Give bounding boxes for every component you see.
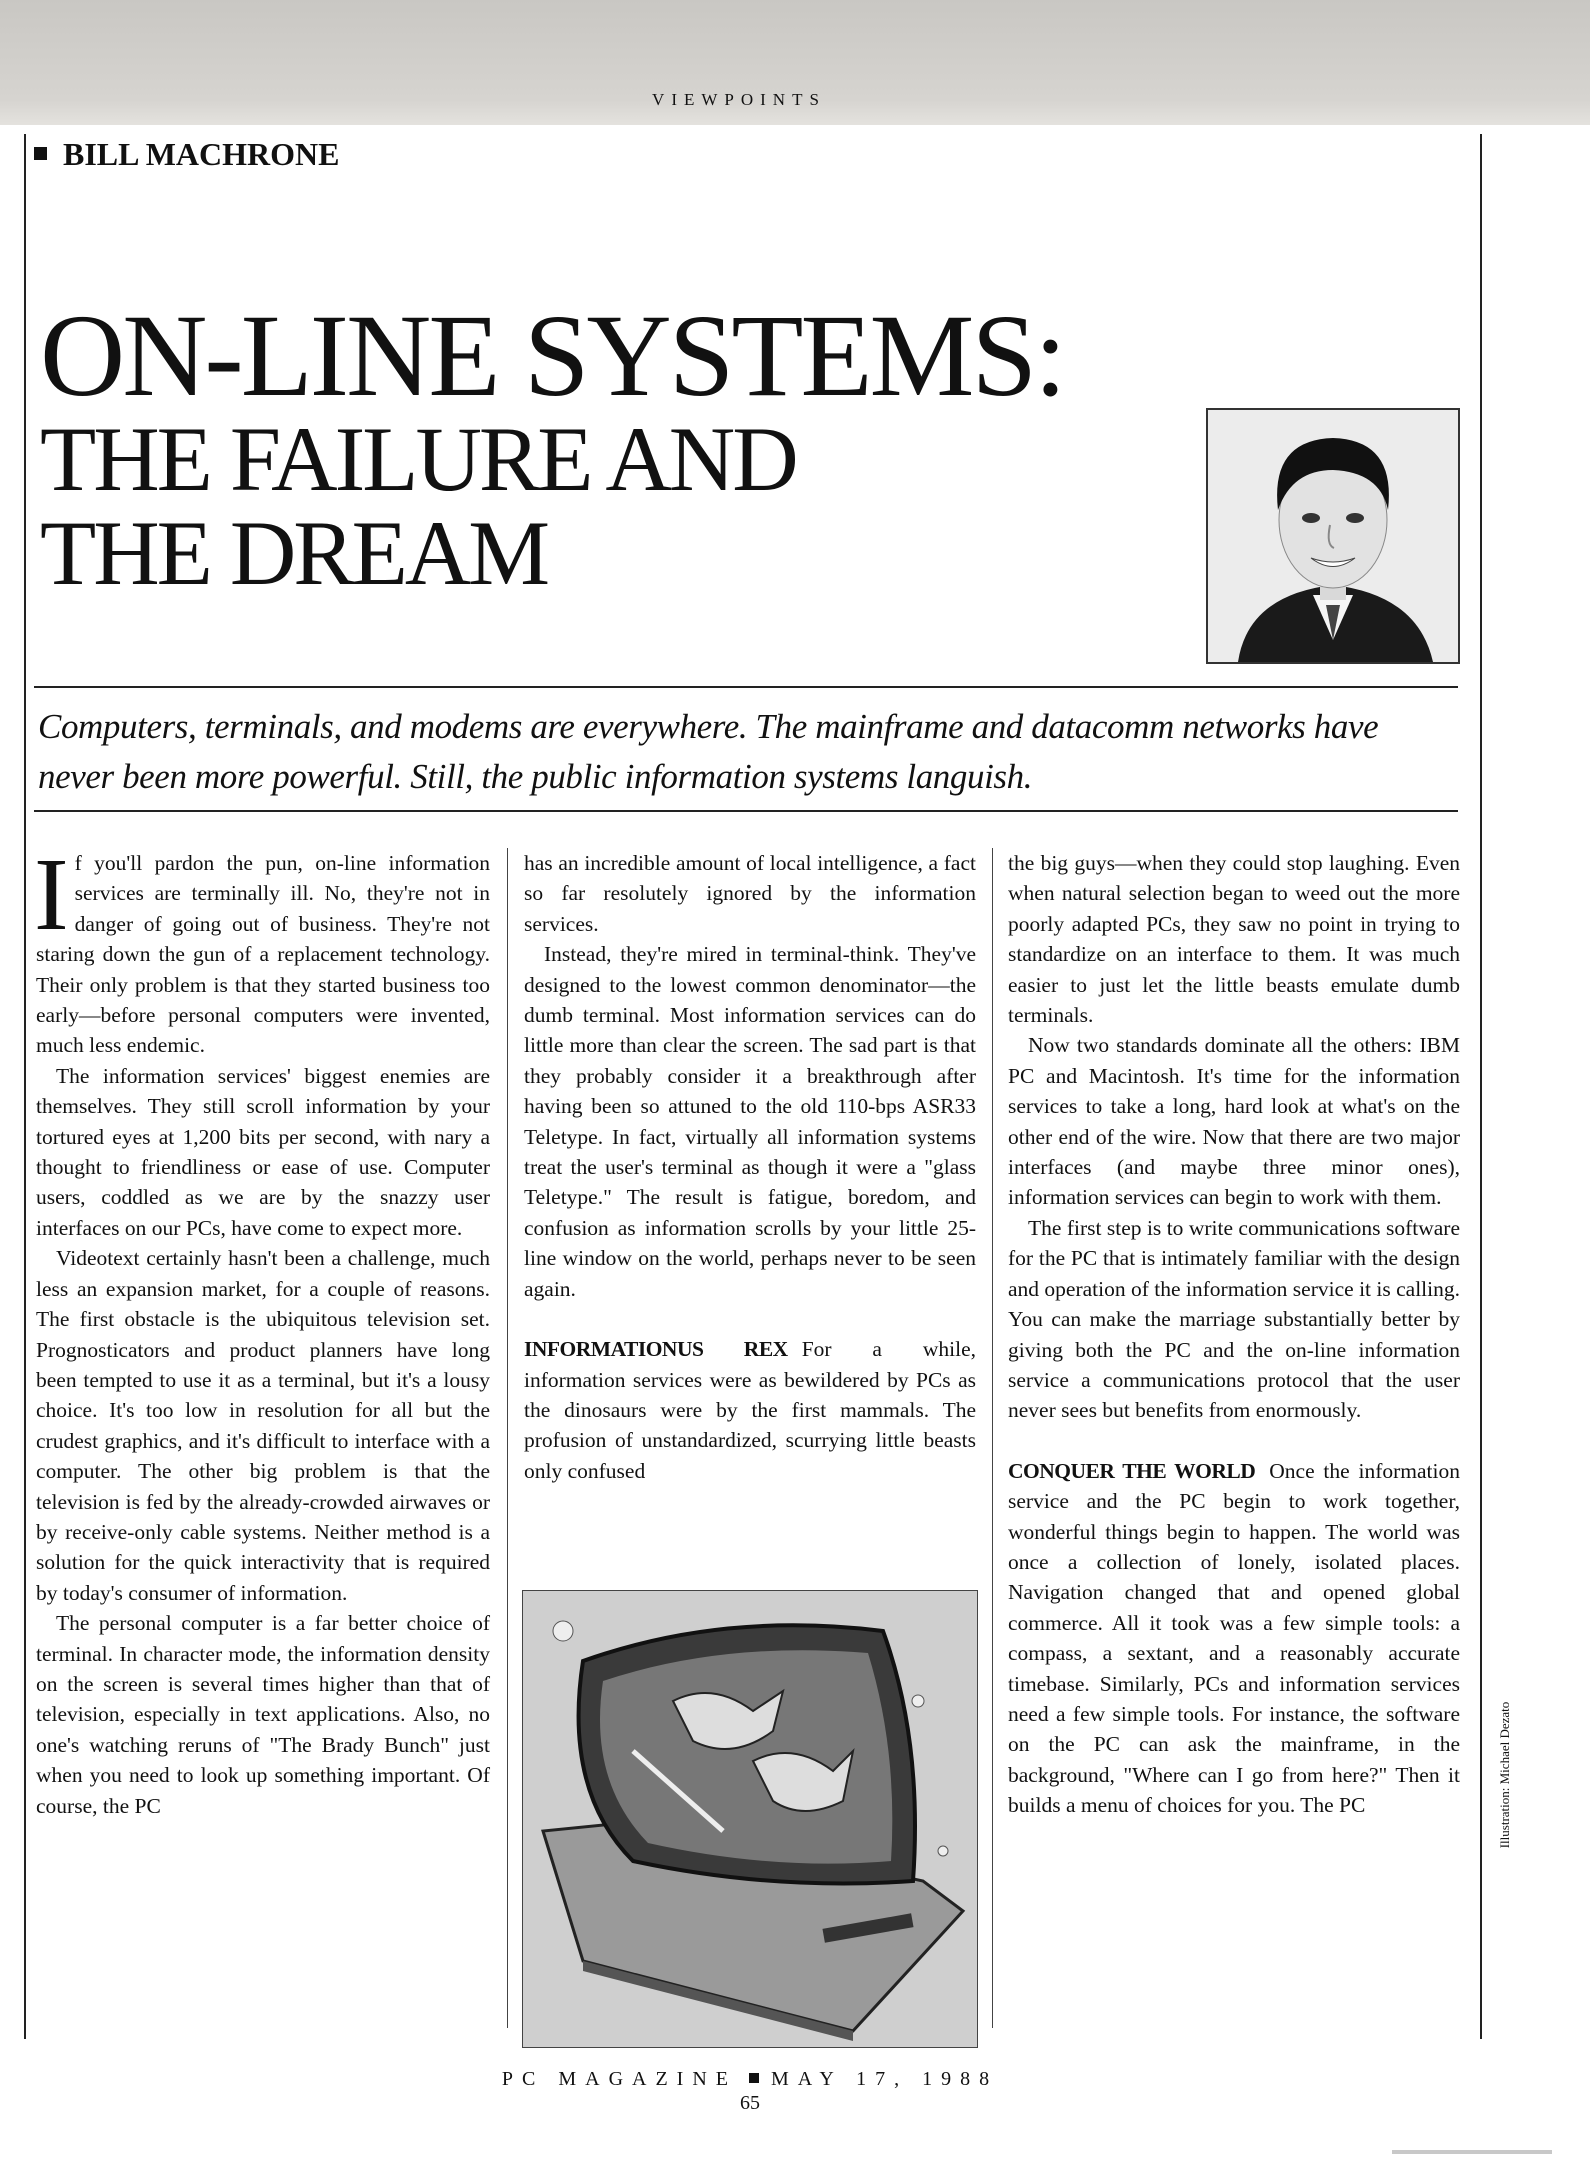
issue-date: MAY 17, 1988 <box>771 2068 999 2090</box>
bullet-square-icon <box>34 147 47 160</box>
headline-line-3: THE DREAM <box>40 502 548 604</box>
column-divider-2 <box>992 848 993 2028</box>
section-label: VIEWPOINTS <box>652 90 826 109</box>
page-number: 65 <box>740 2092 760 2114</box>
paragraph: If you'll pardon the pun, on-line information services are terminally ill. No, they're not in danger of going out of business. They're not staring down the gun of a replacement technology. Their only problem is that they started business too early—before personal computers were invented, much less endemic. <box>34 837 490 1058</box>
page-footer <box>0 2068 1500 2091</box>
paragraph: Videotext certainly hasn't been a challenge, much less an expansion market, for a couple of reasons. The first obstacle is the ubiquitous television set. Prognosticators and product planners have long been tempted to use it as a terminal, but it's a lousy choice. It's too low in resolution for all but the crudest graphics, and it's difficult to interface with a computer. The other big problem is that the television is fed by the already-crowded airwaves or by receive-only cable systems. Neither method is a solution for the quick interactivity that is required by today's consumer of information. <box>36 1246 490 1605</box>
article-column-2 <box>524 848 976 1486</box>
article-column-1 <box>34 837 490 1821</box>
author-byline <box>34 136 339 173</box>
article-column-3 <box>1008 848 1460 1821</box>
deck-subtitle: Computers, terminals, and modems are everywhere. The mainframe and datacomm networks have never been more powerful. Still, the public information systems languish. <box>38 707 1379 796</box>
paragraph: Now two standards dominate all the others: IBM PC and Macintosh. It's time for the information services to take a long, hard look at what's on the other end of the wire. Now that there are two major interfaces (and maybe three minor ones), information services can begin to work with them. <box>1008 1033 1460 1210</box>
author-portrait <box>1206 408 1460 664</box>
author-name: BILL MACHRONE <box>63 136 340 172</box>
paragraph: the big guys—when they could stop laughing. Even when natural selection began to weed out the more poorly adapted PCs, they saw no point in trying to standardize on an interface to them. It was much easier to just let the little beasts emulate dumb terminals. <box>1008 851 1460 1028</box>
subhead: INFORMATIONUS REX <box>524 1337 788 1362</box>
paragraph: has an incredible amount of local intelligence, a fact so far resolutely ignored by the information services. <box>524 851 976 936</box>
paragraph: The information services' biggest enemies are themselves. They still scroll information by your tortured eyes at 1,200 bits per second, with nary a thought to friendliness or ease of use. Computer users, coddled as we are by the snazzy user interfaces on our PCs, have come to expect more. <box>36 1063 490 1240</box>
subhead: CONQUER THE WORLD <box>1008 1458 1256 1483</box>
bullet-square-icon <box>749 2073 759 2083</box>
headline-line-2: THE FAILURE AND <box>40 408 796 510</box>
column-divider-1 <box>507 848 508 2028</box>
paragraph: Instead, they're mired in terminal-think. They've designed to the lowest common denominator—the dumb terminal. Most information services can do little more than clear the screen. The sad part is that they probably consider it a breakthrough after having been so attuned to the old 110-bps ASR33 Teletype. In fact, virtually all information systems treat the user's terminal as though it were a "glass Teletype." The result is fatigue, boredom, and confusion as information scrolls by your little 25-line window on the world, perhaps never to be seen again. <box>524 942 976 1301</box>
paragraph: The first step is to write communications software for the PC that is intimately familiar with the design and operation of the information service it is calling. You can make the marriage substantially better by giving both the PC and the on-line information service a communications protocol that the user never sees but benefits from enormously. <box>1008 1215 1460 1423</box>
paragraph: CONQUER THE WORLD Once the information service and the PC begin to work together, wonderful things begin to happen. The world was once a collection of lonely, isolated places. Navigation changed that and opened global commerce. All it took was a few simple tools: a compass, a sextant, and a reasonably accurate timebase. Similarly, PCs and information services need a few simple tools. For instance, the software on the PC can ask the mainframe, in the background, "Where can I go from here?" Then it builds a menu of choices for you. The PC <box>1008 1458 1460 1818</box>
illustration-credit: Illustration: Michael Dezato <box>1497 1701 1512 1849</box>
scan-artifact <box>1392 2150 1552 2154</box>
illustration-computer-dinosaurs <box>522 1590 978 2048</box>
paragraph: The personal computer is a far better choice of terminal. In character mode, the information density on the screen is several times higher than that of television, especially in text applications. Also, no one's watching reruns of "The Brady Bunch" just when you need to look up something important. Of course, the PC <box>36 1611 490 1818</box>
headline-line-1: ON-LINE SYSTEMS: <box>40 290 1064 421</box>
headline <box>40 290 1180 604</box>
drop-cap: I <box>34 837 69 952</box>
magazine-name: PC MAGAZINE <box>501 2068 738 2090</box>
deck-top-rule <box>34 686 1458 688</box>
paragraph: INFORMATIONUS REX For a while, information services were as bewildered by PCs as the dinosaurs were by the first mammals. The profusion of unstandardized, scurrying little beasts only confused <box>524 1337 976 1483</box>
deck-bottom-rule <box>34 810 1458 812</box>
